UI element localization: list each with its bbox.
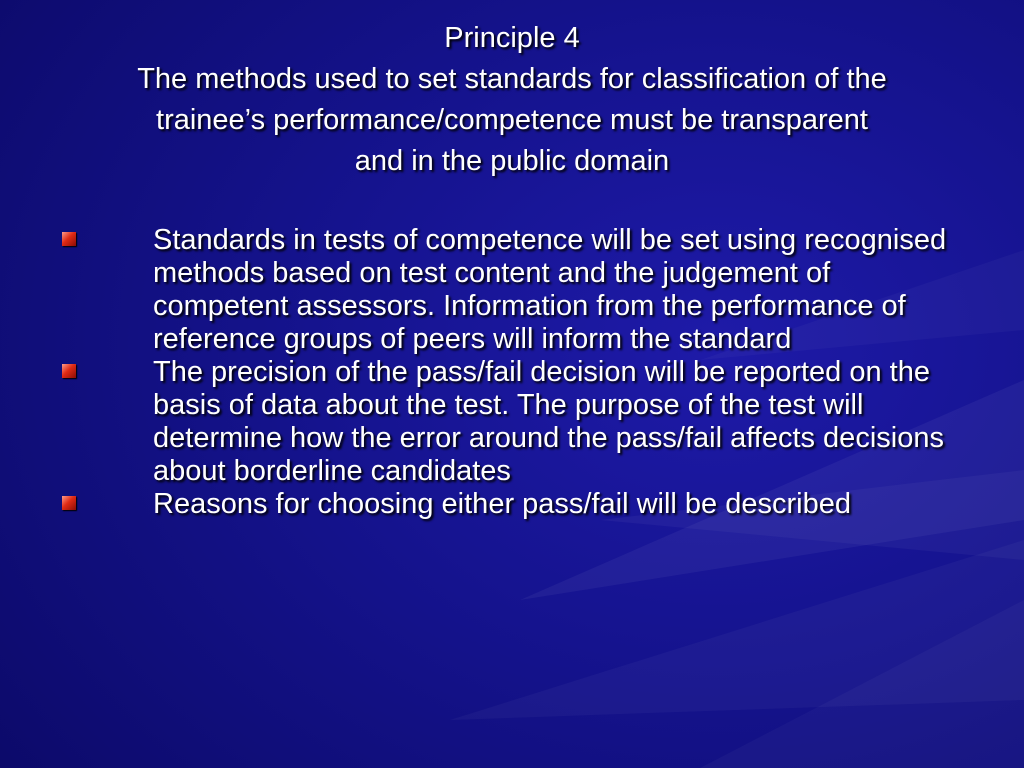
square-bullet-icon (62, 232, 76, 246)
slide-title (40, 18, 984, 182)
square-bullet-icon (62, 496, 76, 510)
bullet-text: Standards in tests of competence will be set using recognised methods based on test content and the judgement of competent assessors. Information from the performance of reference groups of peers will inform the standard (153, 224, 947, 355)
bullet-text: Reasons for choosing either pass/fail will be described (153, 488, 851, 520)
bullet-item (0, 224, 953, 356)
bullet-item (0, 488, 953, 521)
bullet-list (0, 224, 1024, 521)
square-bullet-icon (62, 364, 76, 378)
bullet-text: The precision of the pass/fail decision will be reported on the basis of data about the test. The purpose of the test will determine how the error around the pass/fail affects decisions about borderline candidates (153, 356, 944, 487)
title-line: Principle 4 (444, 22, 580, 54)
title-line: The methods used to set standards for classification of the (137, 63, 887, 95)
title-line: and in the public domain (354, 145, 670, 177)
title-line: trainee’s performance/competence must be transparent (156, 104, 868, 136)
bullet-item (0, 356, 953, 488)
